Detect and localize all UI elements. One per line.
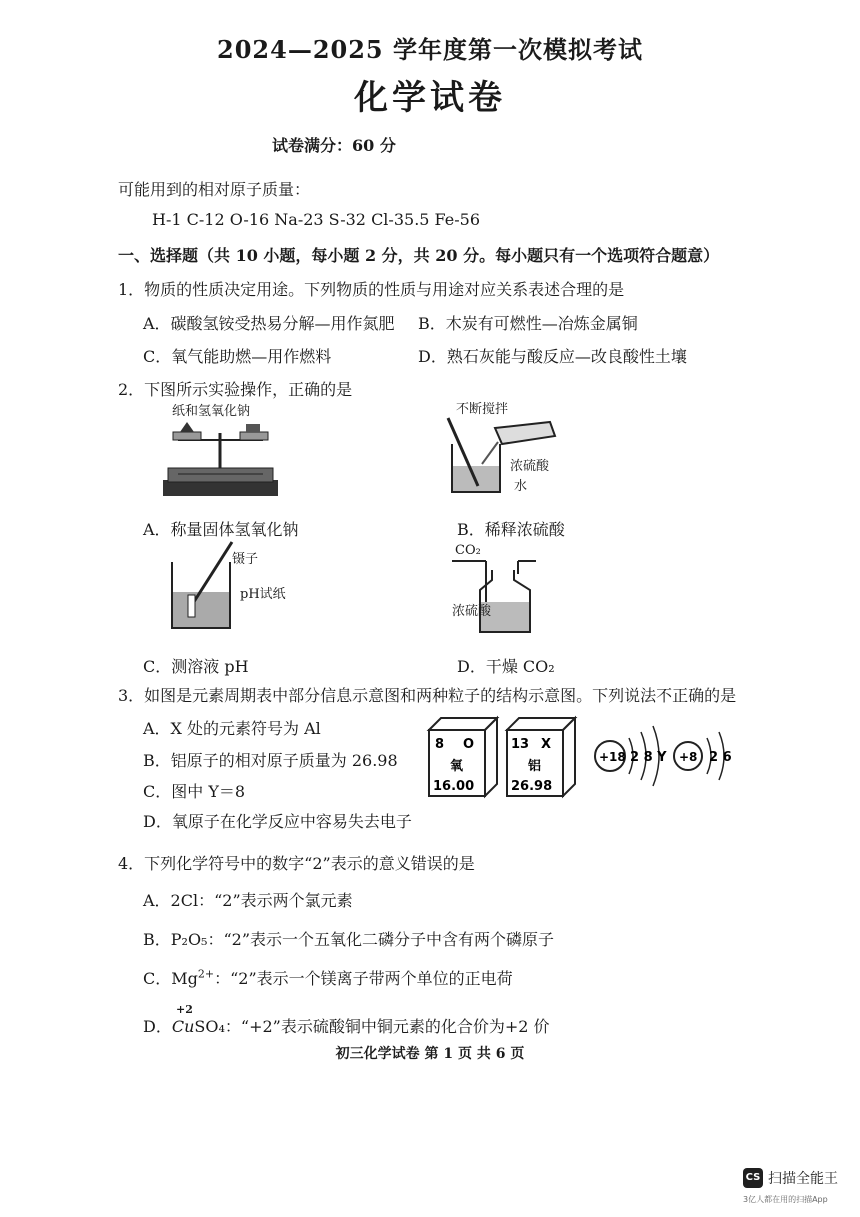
tile1-number: 8 xyxy=(435,737,445,752)
q3-option-b: B．铝原子的相对原子质量为 26.98 xyxy=(143,751,398,770)
q4-c-prefix: C．Mg xyxy=(143,969,198,988)
q4-option-a: A．2Cl：“2”表示两个氯元素 xyxy=(143,891,353,910)
ion2-nucleus: +8 xyxy=(679,750,698,764)
scanner-logo-icon: CS xyxy=(743,1168,763,1188)
atomic-mass-values: H-1 C-12 O-16 Na-23 S-32 Cl-35.5 Fe-56 xyxy=(152,210,480,229)
q1-option-b: B．木炭有可燃性—冶炼金属铜 xyxy=(418,314,638,333)
section-heading: 一、选择题（共 10 小题，每小题 2 分，共 20 分。每小题只有一个选项符合题意） xyxy=(118,246,720,265)
q4-d-valence: +2 xyxy=(176,1003,193,1016)
scanner-slogan: 3亿人都在用的扫描App xyxy=(743,1195,828,1204)
q4-d-cu: Cu xyxy=(171,1017,195,1036)
gas-washing-bottle-illustration xyxy=(452,556,542,634)
q2-img-b-label-water: 水 xyxy=(514,479,528,494)
q2-option-c: C．测溶液 pH xyxy=(143,657,249,676)
q4-d-rest: SO₄：“+2”表示硫酸铜中铜元素的化合价为+2 价 xyxy=(194,1017,550,1036)
q2-option-b: B．稀释浓硫酸 xyxy=(457,520,565,539)
q4-option-b: B．P₂O₅：“2”表示一个五氧化二磷分子中含有两个磷原子 xyxy=(143,930,555,949)
q1-option-d: D．熟石灰能与酸反应—改良酸性土壤 xyxy=(418,347,687,366)
q2-option-a: A．称量固体氢氧化钠 xyxy=(143,520,299,539)
q3-figure xyxy=(425,714,745,804)
ion1-shells: 2 8 Y xyxy=(630,750,667,765)
q2-img-b-label-stir: 不断搅拌 xyxy=(456,402,509,417)
tile-oxygen xyxy=(429,718,497,796)
page-title: 化学试卷 xyxy=(354,78,506,118)
q4-option-d xyxy=(143,1014,550,1037)
tile1-symbol: O xyxy=(463,737,475,752)
q2-img-d-label: 浓硫酸 xyxy=(452,604,492,619)
balance-illustration xyxy=(158,418,283,500)
q3-option-d: D．氧原子在化学反应中容易失去电子 xyxy=(143,812,412,831)
tile1-mass: 16.00 xyxy=(433,779,475,794)
ion-diagram-2 xyxy=(674,732,732,780)
q4-option-c xyxy=(143,966,513,989)
q2-img-c-label-paper: pH试纸 xyxy=(240,587,286,602)
page-footer: 初三化学试卷 第 1 页 共 6 页 xyxy=(335,1046,525,1062)
tile2-symbol: X xyxy=(541,737,552,752)
scanner-app-name: 扫描全能王 xyxy=(768,1171,838,1187)
ion1-nucleus: +18 xyxy=(599,750,626,764)
q2-img-a-label: 纸和氢氧化钠 xyxy=(172,404,251,419)
exam-subtitle: 2024—2025 学年度第一次模拟考试 xyxy=(217,35,643,64)
tile2-number: 13 xyxy=(511,737,530,752)
q3-option-a: A．X 处的元素符号为 Al xyxy=(143,719,321,738)
q1-option-a: A．碳酸氢铵受热易分解—用作氮肥 xyxy=(143,314,395,333)
q2-option-d: D．干燥 CO₂ xyxy=(457,657,555,676)
ion2-shells: 2 6 xyxy=(709,750,732,765)
q4-c-rest: ：“2”表示一个镁离子带两个单位的正电荷 xyxy=(214,969,513,988)
ph-test-illustration xyxy=(168,540,238,632)
q3-stem: 3．如图是元素周期表中部分信息示意图和两种粒子的结构示意图。下列说法不正确的是 xyxy=(118,686,737,705)
tile-aluminum xyxy=(507,718,575,796)
q3-option-c: C．图中 Y＝8 xyxy=(143,782,246,801)
full-score: 试卷满分：60 分 xyxy=(272,136,396,155)
q4-stem: 4．下列化学符号中的数字“2”表示的意义错误的是 xyxy=(118,854,475,873)
tile2-mass: 26.98 xyxy=(511,779,553,794)
q2-stem: 2．下图所示实验操作，正确的是 xyxy=(118,380,353,399)
q1-option-c: C．氧气能助燃—用作燃料 xyxy=(143,347,332,366)
tile1-name: 氧 xyxy=(450,759,464,774)
tile2-name: 铝 xyxy=(528,759,542,774)
q1-stem: 1．物质的性质决定用途。下列物质的性质与用途对应关系表述合理的是 xyxy=(118,280,625,299)
q2-img-c-label-tweezers: 镊子 xyxy=(232,552,259,567)
q2-img-b-label-acid: 浓硫酸 xyxy=(510,459,550,474)
atomic-mass-label: 可能用到的相对原子质量： xyxy=(118,180,311,199)
q2-img-d-co2: CO₂ xyxy=(455,543,481,558)
ion-diagram-1 xyxy=(595,726,667,786)
q4-c-superscript: 2+ xyxy=(197,967,215,981)
q4-d-prefix: D． xyxy=(143,1017,172,1036)
